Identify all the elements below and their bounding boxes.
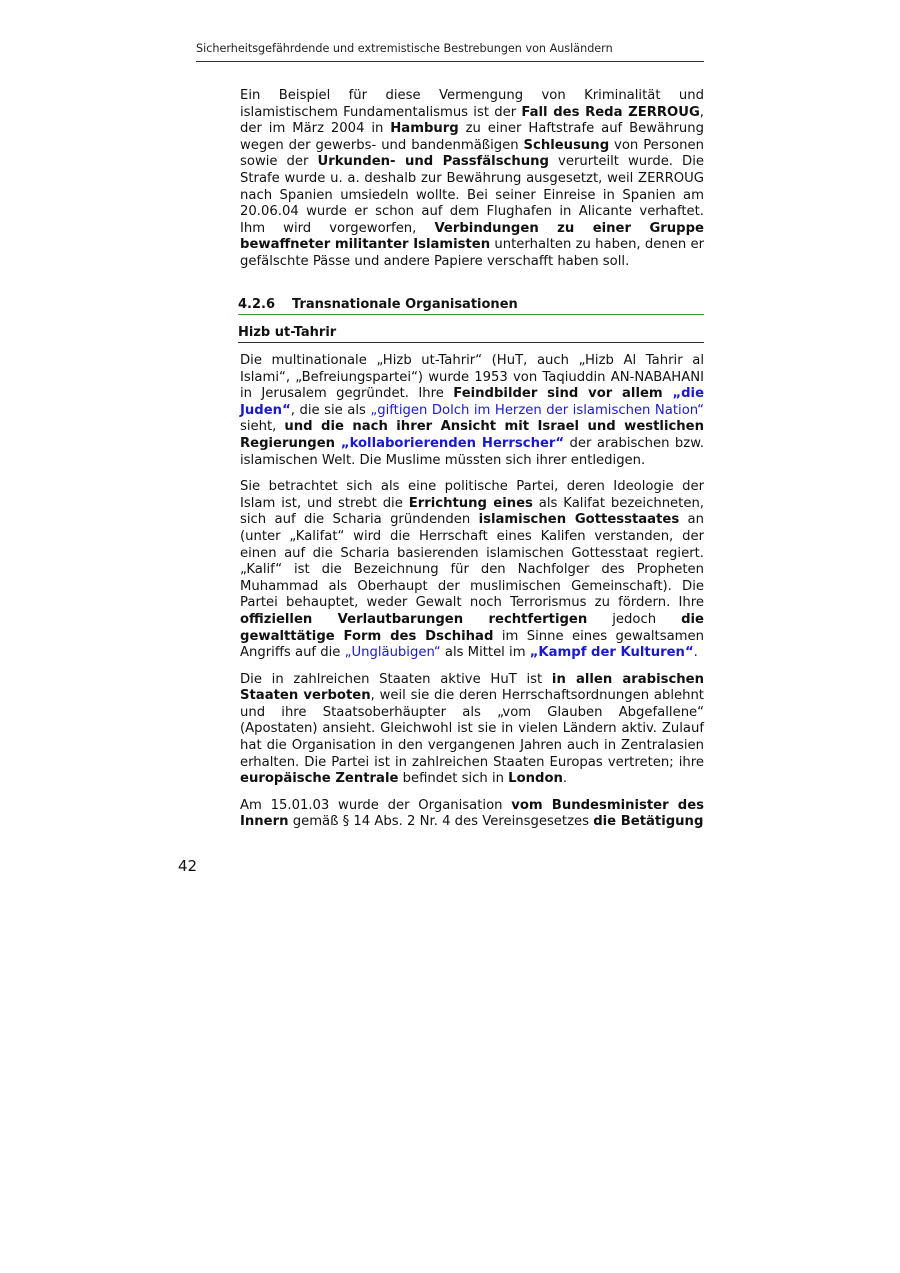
page-number: 42 (178, 857, 198, 875)
para1-run: verurteilt wurde. Die Strafe wurde u. a. deshalb zur Bewährung ausgesetzt, weil ZERROUG nach Spanien umsiedeln wollte. Bei seiner Einreise in Spanien am 20.06.04 wurde er schon auf dem Flughafen in Alicante verhaftet. Ihm wird vorgeworfen, (240, 154, 704, 236)
para2-run: der arabischen bzw. islamischen Welt. Die Muslime müssten sich ihrer entledigen. (240, 435, 704, 468)
para4-run: befindet sich in (398, 771, 509, 787)
para3-run: . (693, 645, 698, 661)
paragraph-bans (240, 672, 704, 788)
para2-run: Feindbilder sind vor allem (453, 386, 673, 402)
para2-run: , die sie als (290, 402, 371, 418)
para3-run: an (unter „Kalifat“ wird die Herrschaft eines Kalifen verstanden, der einen auf die Scharia basierenden islamischen Gottesstaat regiert. „Kalif“ ist die Bezeichnung für den Nachfolger des Propheten Muhammad als Oberhaupt der muslimischen Gemeinschaft). Die Partei behauptet, weder Gewalt noch Terrorismus zu fördern. Ihre (240, 512, 704, 611)
para2-run: Die multinationale „Hizb ut-Tahrir“ (HuT, auch „Hizb Al Tahrir al Islami“, „Befreiungspartei“) wurde 1953 von Taqiuddin AN-NABAHANI in Jerusalem gegründet. Ihre (240, 353, 704, 402)
body-text-hizb (240, 353, 704, 841)
para1-run: zu einer Haftstrafe auf Bewährung wegen der gewerbs- und bandenmäßigen (240, 121, 704, 153)
para1-run: Fall des Reda ZERROUG (521, 104, 700, 120)
para5-run: gemäß § 14 Abs. 2 Nr. 4 des Vereinsgesetzes (288, 814, 594, 830)
paragraph-hizb-intro (240, 353, 704, 469)
para3-run: als Kalifat bezeichneten, sich auf die Scharia gründenden (240, 495, 704, 528)
para1-run: Schleusung (523, 137, 610, 153)
paragraph-zerroug (240, 88, 704, 271)
body-text-top (240, 88, 704, 281)
paragraph-ban-germany (240, 798, 704, 831)
para5-run: Am 15.01.03 wurde der Organisation (240, 797, 512, 813)
para1-run: Verbindungen zu einer Gruppe bewaffneter militanter Islamisten (240, 220, 705, 253)
section-heading (238, 297, 704, 315)
para1-run: Hamburg (390, 121, 459, 137)
para4-run: , weil sie die deren Herrschaftsordnungen ablehnt und ihre Staatsoberhäupter als „vom Glauben Abgefallene“ (Apostaten) ansieht. Gleichwohl ist sie in vielen Ländern aktiv. Zulauf hat die Organisation in den vergangenen Jahren auch in Zentralasien erhalten. Die Partei ist in zahlreichen Staaten Europas vertreten; ihre (240, 688, 704, 770)
para3-run: offiziellen Verlautbarungen rechtfertigen (240, 611, 588, 627)
para1-run: Urkunden- und Passfälschung (317, 154, 549, 170)
para3-run: islamischen Gottesstaates (478, 512, 680, 528)
para3-run: im Sinne eines gewaltsamen Angriffs auf die (240, 628, 704, 661)
paragraph-ideology (240, 479, 704, 662)
para4-run: London (508, 771, 563, 787)
section-number: 4.2.6 (238, 297, 276, 312)
para2-run: „die Juden“ (240, 386, 705, 418)
para5-run: die Betätigung (593, 814, 704, 830)
running-header: Sicherheitsgefährdende und extremistische Bestrebungen von Ausländern (196, 42, 704, 62)
para3-run: Sie betrachtet sich als eine politische Partei, deren Ideologie der Islam ist, und strebt die (240, 479, 704, 511)
para1-run: Ein Beispiel für diese Vermengung von Kriminalität und islamistischem Fundamentalismus ist der (240, 88, 704, 120)
para5-run: vom Bundesminister des Innern (240, 797, 704, 830)
para1-run: unterhalten zu haben, denen er gefälschte Pässe und andere Papiere verschafft haben soll. (240, 237, 705, 269)
para3-run: Errichtung eines (408, 495, 533, 511)
para3-run: „Ungläubigen“ (344, 645, 441, 661)
para1-run: von Personen sowie der (240, 137, 704, 170)
para2-run: „giftigen Dolch im Herzen der islamischen Nation“ (370, 402, 705, 418)
section-title: Transnationale Organisationen (292, 297, 518, 312)
para3-run: jedoch (587, 611, 682, 627)
subsection-heading: Hizb ut-Tahrir (238, 325, 704, 343)
para1-run: , der im März 2004 in (240, 104, 704, 137)
para3-run: die gewalttätige Form des Dschihad (240, 611, 704, 644)
para4-run: . (562, 771, 568, 787)
para4-run: Die in zahlreichen Staaten aktive HuT ist (240, 671, 552, 687)
para2-run: „kollaborierenden Herrscher“ (340, 435, 565, 451)
para4-run: in allen arabischen Staaten verboten (240, 671, 705, 704)
para3-run: „Kampf der Kulturen“ (529, 645, 694, 661)
para2-run: und die nach ihrer Ansicht mit Israel und westlichen Regierungen (240, 419, 705, 451)
para2-run: sieht, (240, 419, 285, 435)
para3-run: als Mittel im (440, 645, 530, 661)
para4-run: europäische Zentrale (240, 771, 399, 787)
